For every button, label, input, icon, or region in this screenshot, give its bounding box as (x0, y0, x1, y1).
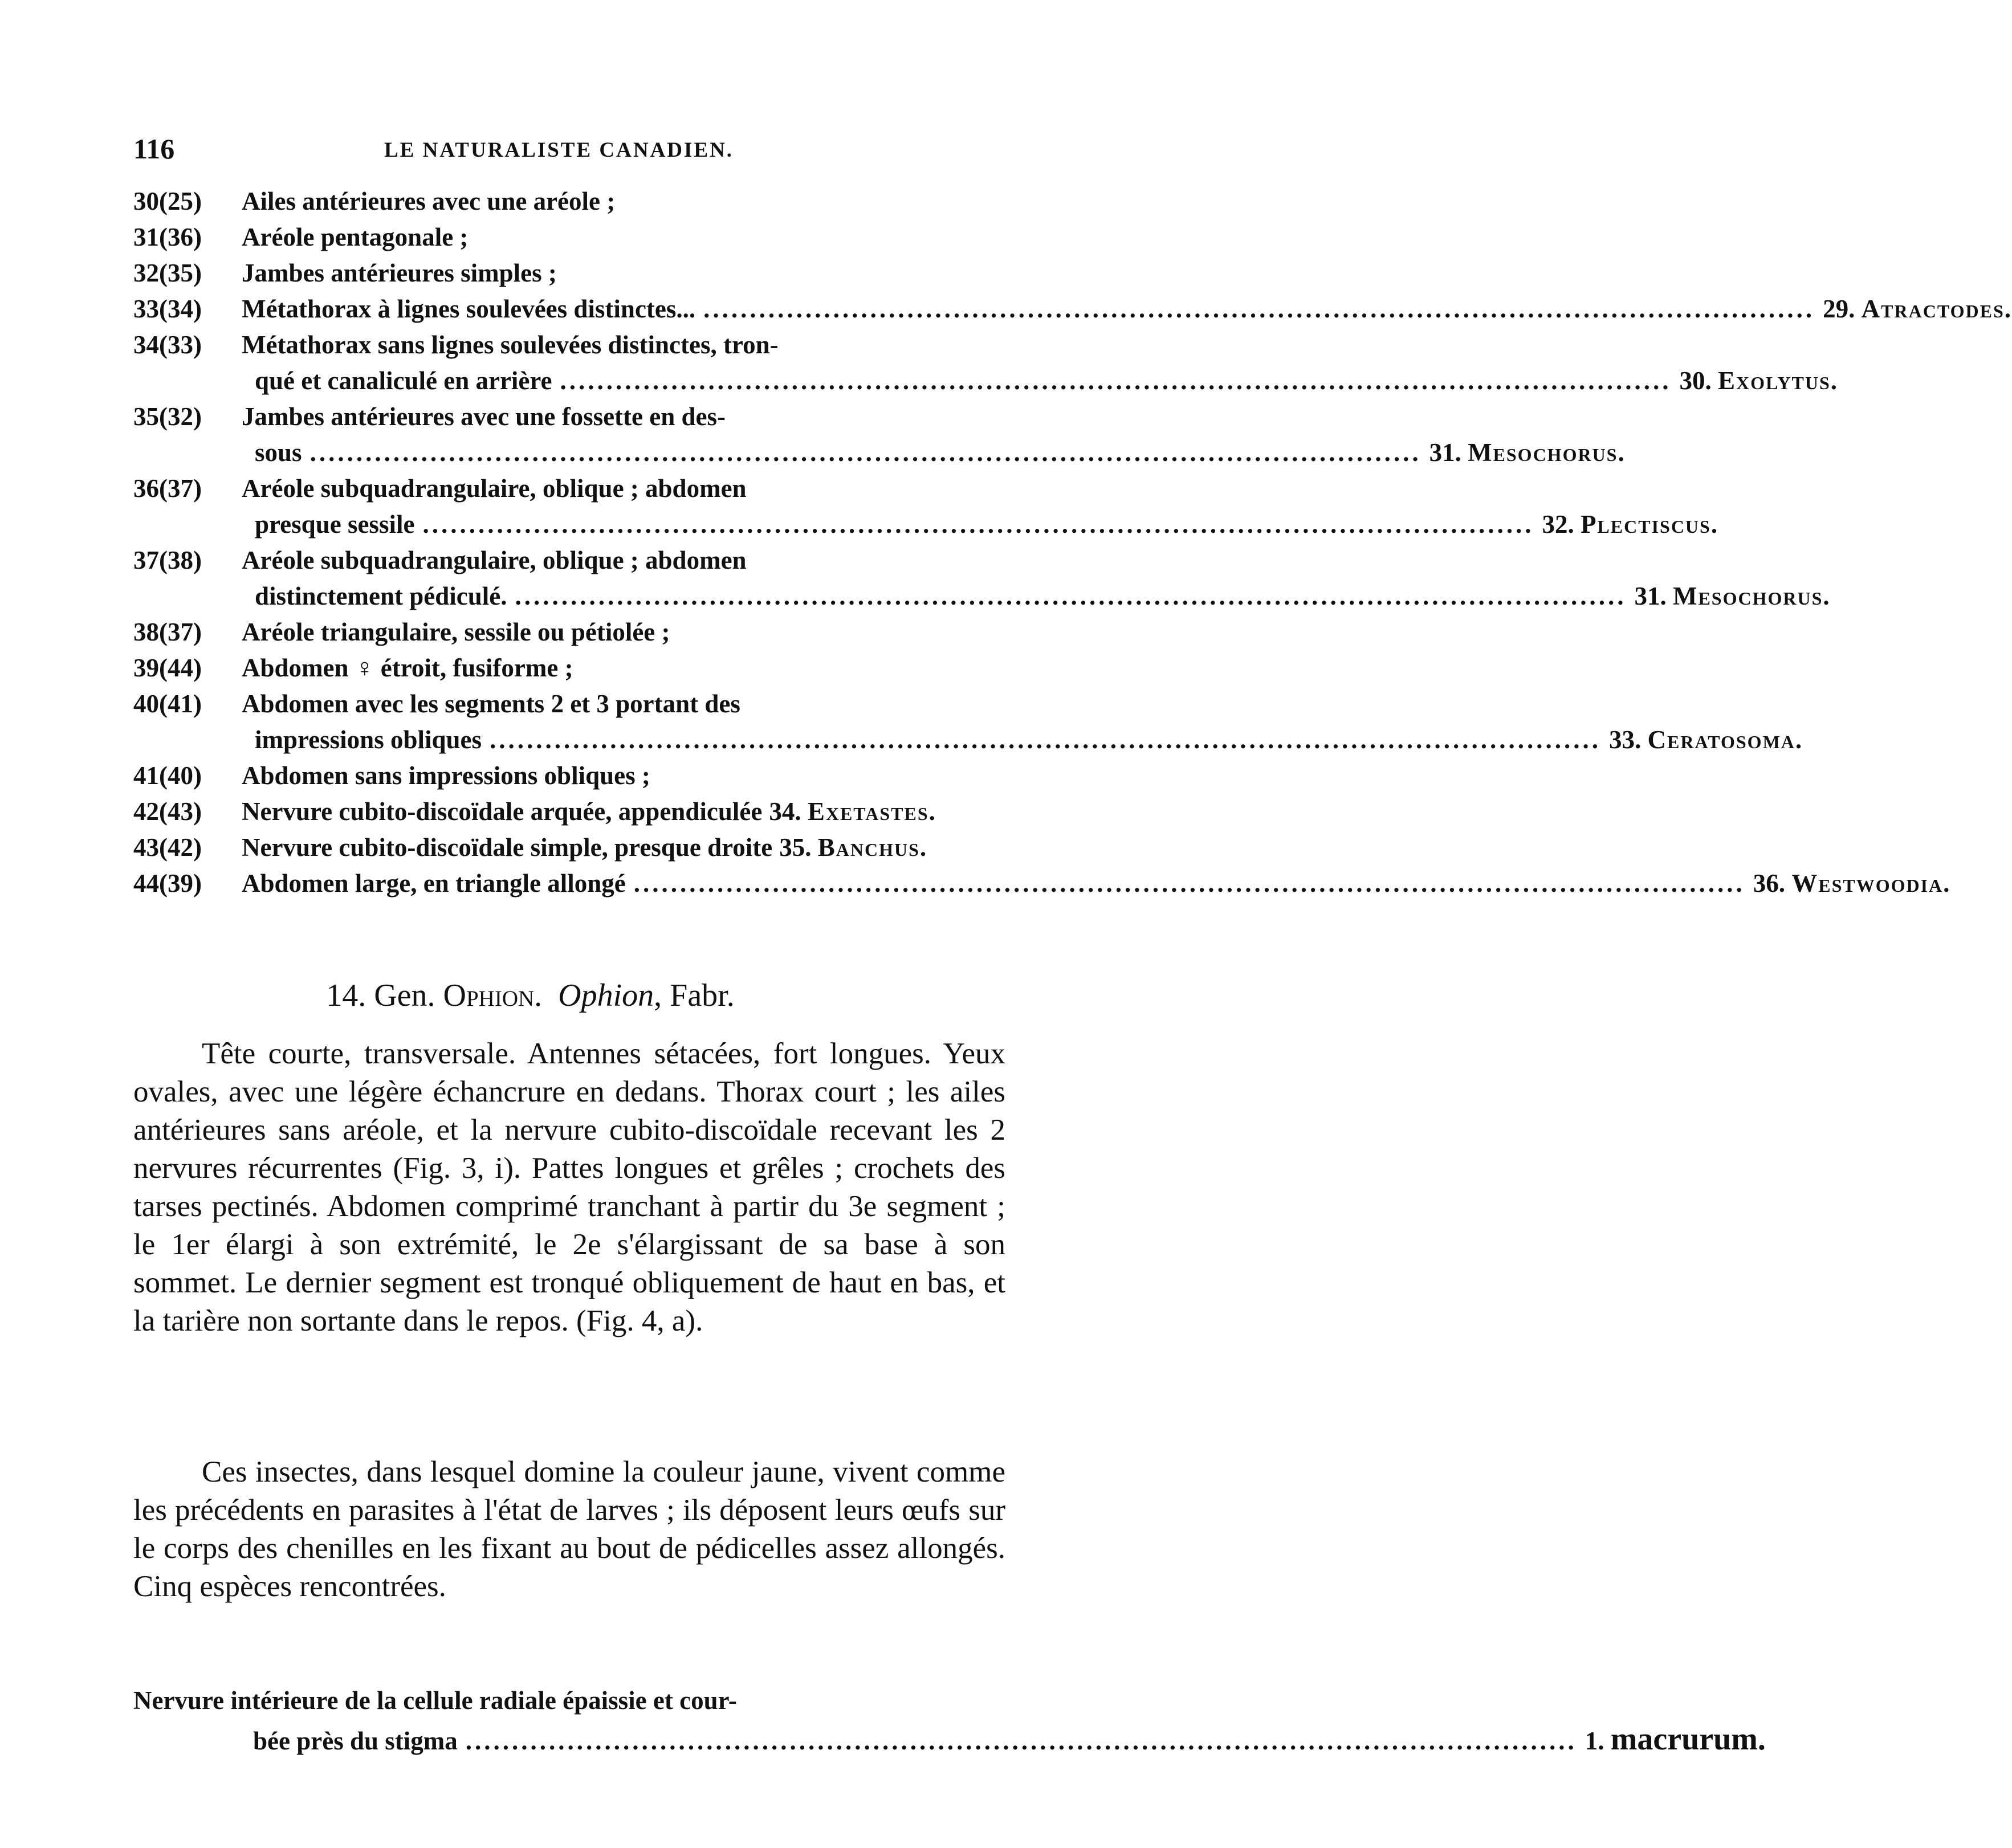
genus-reference: 34. Exetastes. (769, 797, 936, 826)
key-entry (133, 794, 1005, 830)
key-number: 31(36) (133, 223, 202, 251)
running-title: LE NATURALISTE CANADIEN. (384, 138, 734, 162)
key-entry (133, 183, 1005, 219)
key-text-continued: distinctement pédiculé. (255, 582, 507, 610)
genus-description-paragraph: Tête courte, transversale. Antennes sétacées, fort longues. Yeux ovales, avec une légère échancrure en dedans. Thorax court ; les ailes antérieures sans aréole, et la nervure cubito-discoïdale recevant les 2 nervures récurrentes (Fig. 3, i). Pattes longues et grêles ; crochets des tarses pectinés. Abdomen comprimé tranchant à partir du 3e segment ; le 1er élargi à son extrémité, le 2e s'élargissant de sa base à son sommet. Le dernier segment est tronqué obliquement de haut en bas, et la tarière non sortante dans le repos. (Fig. 4, a). (133, 1037, 1005, 1337)
key-number: 30(25) (133, 187, 202, 215)
genus-reference: 31. Mesochorus. (1634, 582, 1831, 610)
key-text: Ailes antérieures avec une aréole ; (242, 187, 616, 215)
genus-reference: 35. Banchus. (779, 833, 928, 862)
dot-leader: ........................................................................................................................ (560, 366, 1672, 395)
key-entry (133, 399, 1626, 471)
key-number: 36(37) (133, 474, 202, 503)
key-entry (133, 614, 1005, 650)
dot-leader: ........................................................................................................................ (490, 725, 1602, 754)
genus-name: Atractodes. (1861, 295, 2012, 323)
key-text: Abdomen sans impressions obliques ; (242, 761, 650, 790)
genus-name: Exolytus. (1718, 366, 1839, 395)
genus-reference: 32. Plectiscus. (1542, 510, 1719, 539)
genus-reference: 29. Atractodes. (1823, 295, 2012, 323)
key-number: 40(41) (133, 690, 202, 718)
genus-name: Ceratosoma. (1647, 725, 1803, 754)
key-entry (133, 327, 1839, 399)
key-text: Jambes antérieures avec une fossette en des- (242, 402, 726, 431)
key-text: Nervure intérieure de la cellule radiale épaissie et cour- (133, 1686, 737, 1715)
genus-name: Mesochorus. (1672, 582, 1831, 610)
page-header (133, 132, 1001, 169)
key-entry (133, 542, 1831, 614)
key-entry (133, 219, 1005, 255)
biology-paragraph: Ces insectes, dans lesquel domine la couleur jaune, vivent comme les précédents en parasites à l'état de larves ; ils déposent leurs œufs sur le corps des chenilles en les fixant au bout de pédicelles assez allongés. Cinq espèces rencontrées. (133, 1455, 1005, 1603)
key-number: 44(39) (133, 869, 202, 898)
key-text-continued: qué et canaliculé en arrière (255, 366, 552, 395)
key-text: Métathorax sans lignes soulevées distinctes, tron- (242, 331, 779, 359)
key-entry (133, 650, 1005, 686)
dot-leader: ........................................................................................................................ (703, 295, 1815, 323)
key-text: Abdomen avec les segments 2 et 3 portant des (242, 690, 740, 718)
key-text: Aréole subquadrangulaire, oblique ; abdomen (242, 474, 747, 503)
key-entry (133, 255, 1005, 291)
key-number: 33(34) (133, 295, 202, 323)
key-number: 32(35) (133, 259, 202, 287)
key-number: 38(37) (133, 618, 202, 646)
key-text-continued: impressions obliques (255, 725, 482, 754)
genus-french-name: Ophion. (443, 978, 543, 1013)
identification-key (133, 183, 2012, 901)
key-entry (133, 291, 2012, 327)
key-text-continued: sous (255, 438, 302, 467)
key-text: Jambes antérieures simples ; (242, 259, 557, 287)
key-number: 37(38) (133, 546, 202, 574)
genus-reference: 33. Ceratosoma. (1609, 725, 1803, 754)
species-key (133, 1681, 1766, 1760)
key-number: 42(43) (133, 797, 202, 826)
genus-reference: 36. Westwoodia. (1753, 869, 1951, 898)
genus-name: Plectiscus. (1580, 510, 1719, 539)
key-number: 34(33) (133, 331, 202, 359)
key-text: Nervure cubito-discoïdale simple, presque droite (242, 833, 773, 862)
key-entry (133, 471, 1719, 542)
key-text: Abdomen ♀ étroit, fusiforme ; (242, 654, 573, 682)
key-text: Aréole subquadrangulaire, oblique ; abdomen (242, 546, 747, 574)
species-name: macrurum. (1610, 1721, 1766, 1757)
genus-author: , Fabr. (654, 978, 735, 1013)
genus-name: Westwoodia. (1791, 869, 1951, 898)
key-entry (133, 758, 1005, 794)
key-entry (133, 686, 1803, 758)
dot-leader: ........................................................................................................................ (309, 438, 1422, 467)
dot-leader: ........................................................................................................................ (422, 510, 1534, 539)
key-text: Abdomen large, en triangle allongé (242, 869, 626, 898)
genus-name: Exetastes. (807, 797, 936, 826)
dot-leader: ........................................................................................................................ (465, 1727, 1577, 1755)
section-number: 14. Gen. (326, 978, 435, 1013)
key-entry (133, 830, 1005, 866)
genus-name: Banchus. (817, 833, 928, 862)
key-text: Métathorax à lignes soulevées distinctes... (242, 295, 696, 323)
genus-reference: 31. Mesochorus. (1429, 438, 1626, 467)
species-reference: 1. macrurum. (1585, 1721, 1766, 1757)
dot-leader: ........................................................................................................................ (515, 582, 1627, 610)
key-text: Aréole triangulaire, sessile ou pétiolée ; (242, 618, 670, 646)
genus-latin-name: Ophion (558, 978, 654, 1013)
key-text-continued: bée près du stigma (253, 1727, 458, 1755)
key-text-continued: presque sessile (255, 510, 415, 539)
key-number: 35(32) (133, 402, 202, 431)
key-entry (133, 866, 1951, 901)
key-number: 41(40) (133, 761, 202, 790)
key-number: 39(44) (133, 654, 202, 682)
key-number: 43(42) (133, 833, 202, 862)
dot-leader: ........................................................................................................................ (633, 869, 1745, 898)
genus-name: Mesochorus. (1468, 438, 1626, 467)
genus-reference: 30. Exolytus. (1679, 366, 1839, 395)
key-text: Aréole pentagonale ; (242, 223, 469, 251)
key-text: Nervure cubito-discoïdale arquée, appendiculée (242, 797, 763, 826)
section-heading (0, 976, 1061, 1015)
page-number: 116 (133, 133, 175, 165)
